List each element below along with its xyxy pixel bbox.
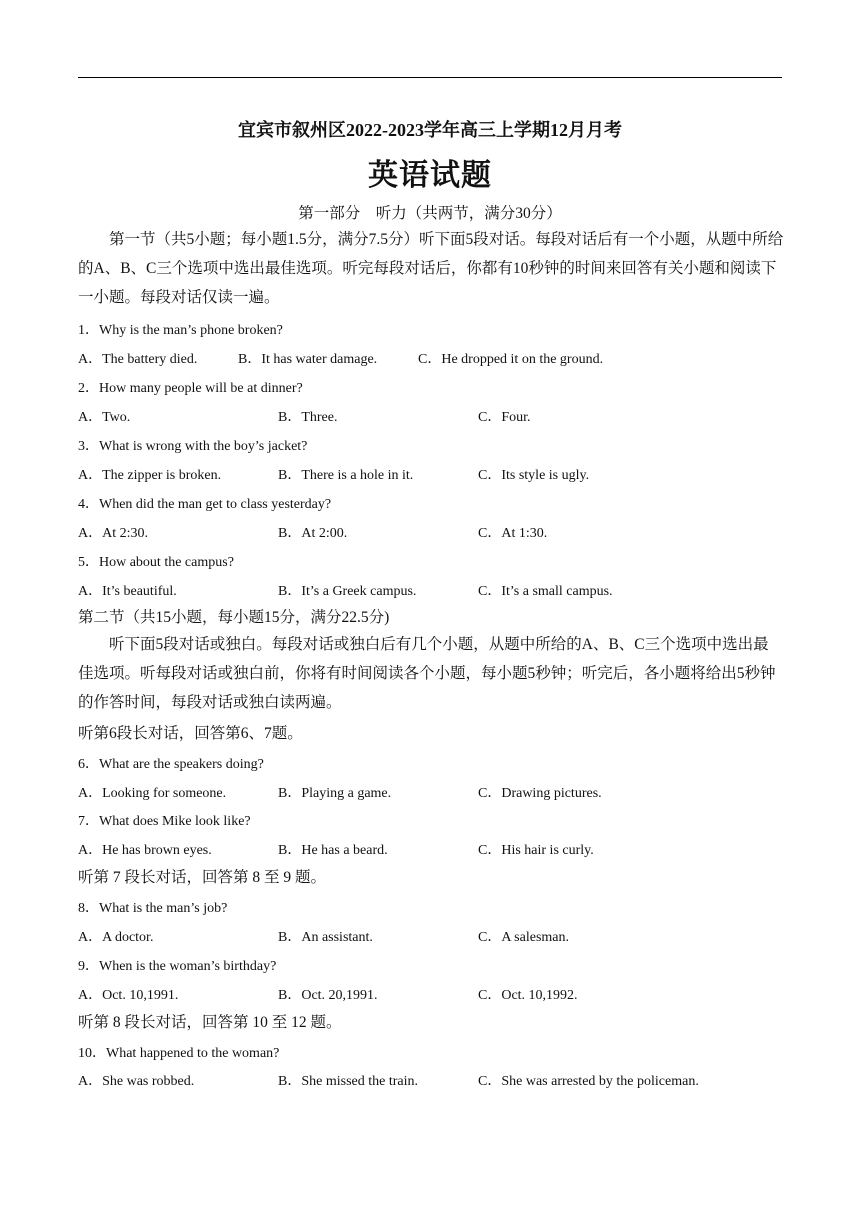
q5-option-b: B．It’s a Greek campus. (278, 584, 417, 599)
q10-option-a: A．She was robbed. (78, 1074, 195, 1089)
q1-option-c: C．He dropped it on the ground. (418, 352, 604, 367)
question-3: 3．What is wrong with the boy’s jacket? (78, 439, 308, 454)
q1-option-a: A．The battery died. (78, 352, 198, 367)
section2-instructions: 听下面5段对话或独白。每段对话或独白后有几个小题，从题中所给的A、B、C三个选项中选出最佳选项。听每段对话或独白前，你将有时间阅读各个小题，每小题5秒钟；听完后，各小题将给出5秒钟的作答时间，每段对话或独白读两遍。 (78, 636, 776, 711)
question-6: 6．What are the speakers doing? (78, 757, 264, 772)
q6-option-b: B．Playing a game. (278, 786, 392, 801)
q2-option-c: C．Four. (478, 410, 531, 425)
dialog-note-6: 听第6段长对话，回答第6、7题。 (78, 725, 303, 742)
q9-option-a: A．Oct. 10,1991. (78, 988, 179, 1003)
question-8: 8．What is the man’s job? (78, 901, 228, 916)
question-1: 1．Why is the man’s phone broken? (78, 323, 283, 338)
q1-option-b: B．It has water damage. (238, 352, 378, 367)
q3-option-c: C．Its style is ugly. (478, 468, 590, 483)
q5-option-c: C．It’s a small campus. (478, 584, 613, 599)
section1-instructions: 第一节（共5小题；每小题1.5分，满分7.5分）听下面5段对话。每段对话后有一个小题，从题中所给的A、B、C三个选项中选出最佳选项。听完每段对话后，你都有10秒钟的时间来回答有关小题和阅读下一小题。每段对话仅读一遍。 (78, 231, 784, 306)
q6-option-a: A．Looking for someone. (78, 786, 227, 801)
question-5: 5．How about the campus? (78, 555, 234, 570)
q7-option-a: A．He has brown eyes. (78, 843, 212, 858)
q8-option-a: A．A doctor. (78, 930, 154, 945)
header-rule (78, 77, 782, 78)
exam-title: 英语试题 (368, 159, 492, 192)
q10-option-c: C．She was arrested by the policeman. (478, 1074, 699, 1089)
section2-heading: 第二节（共15小题，每小题15分，满分22.5分) (78, 609, 390, 626)
q8-option-b: B．An assistant. (278, 930, 373, 945)
q9-option-c: C．Oct. 10,1992. (478, 988, 578, 1003)
q4-option-b: B．At 2:00. (278, 526, 348, 541)
q7-option-b: B．He has a beard. (278, 843, 388, 858)
q6-option-c: C．Drawing pictures. (478, 786, 602, 801)
q4-option-c: C．At 1:30. (478, 526, 548, 541)
question-4: 4．When did the man get to class yesterday? (78, 497, 332, 512)
q9-option-b: B．Oct. 20,1991. (278, 988, 378, 1003)
question-7: 7．What does Mike look like? (78, 814, 251, 829)
q3-option-a: A．The zipper is broken. (78, 468, 222, 483)
question-2: 2．How many people will be at dinner? (78, 381, 303, 396)
dialog-note-8: 听第 8 段长对话，回答第 10 至 12 题。 (78, 1014, 342, 1031)
dialog-note-7: 听第 7 段长对话，回答第 8 至 9 题。 (78, 869, 327, 886)
part-one-heading: 第一部分 听力（共两节，满分30分） (298, 205, 562, 222)
q2-option-b: B．Three. (278, 410, 338, 425)
q4-option-a: A．At 2:30. (78, 526, 148, 541)
q7-option-c: C．His hair is curly. (478, 843, 594, 858)
q10-option-b: B．She missed the train. (278, 1074, 418, 1089)
q3-option-b: B．There is a hole in it. (278, 468, 414, 483)
question-9: 9．When is the woman’s birthday? (78, 959, 277, 974)
q8-option-c: C．A salesman. (478, 930, 569, 945)
exam-supertitle: 宜宾市叙州区2022-2023学年高三上学期12月月考 (238, 120, 622, 140)
q2-option-a: A．Two. (78, 410, 131, 425)
question-10: 10．What happened to the woman? (78, 1046, 280, 1061)
q5-option-a: A．It’s beautiful. (78, 584, 177, 599)
